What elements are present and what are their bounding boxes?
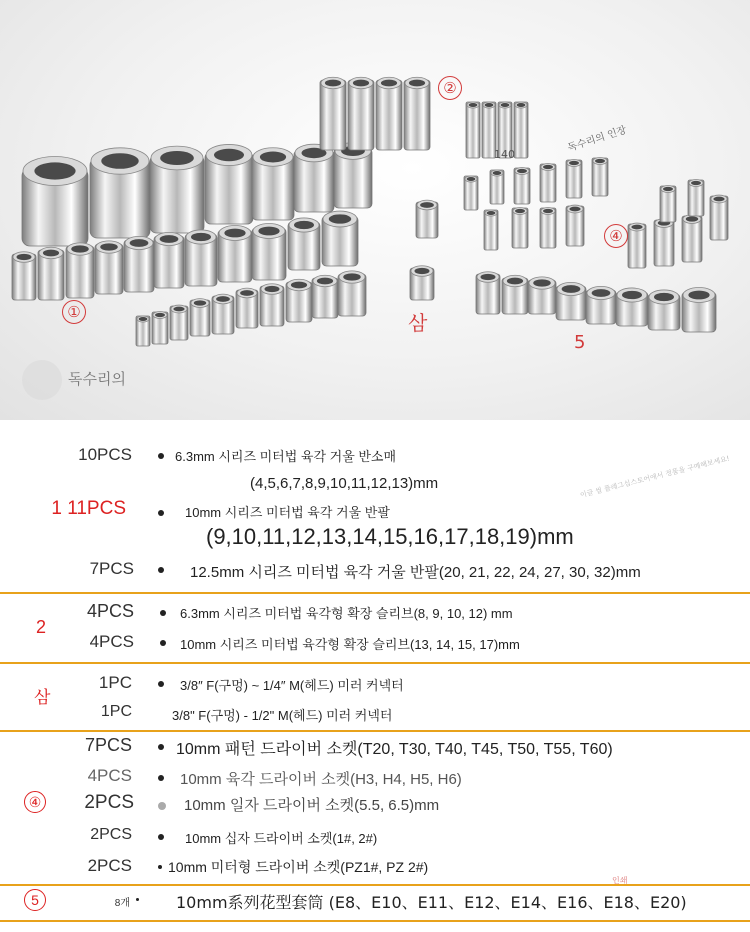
- socket: [648, 290, 680, 330]
- bullet: [158, 775, 164, 781]
- socket: [410, 266, 434, 300]
- qty-label: 1PC: [98, 673, 132, 692]
- socket: [150, 146, 204, 233]
- socket: [566, 205, 584, 246]
- group-marker-5: 5: [24, 889, 46, 911]
- marker-4: ④: [604, 224, 628, 248]
- socket: [586, 286, 616, 324]
- socket: [185, 230, 217, 286]
- qty-label: 2PCS: [87, 856, 132, 875]
- group-divider: [0, 920, 750, 922]
- socket: [190, 299, 210, 336]
- qty-label: 2PCS: [84, 792, 134, 813]
- socket: [490, 170, 504, 204]
- watermark-tiny: 인쇄: [612, 876, 628, 885]
- socket: [218, 226, 252, 282]
- bullet: [158, 834, 164, 840]
- socket: [416, 200, 438, 238]
- bullet: [158, 865, 162, 869]
- socket: [528, 277, 556, 314]
- socket: [376, 77, 402, 150]
- qty-label: 2PCS: [90, 826, 132, 843]
- socket: [252, 224, 286, 280]
- socket: [38, 247, 64, 300]
- socket: [205, 144, 253, 224]
- socket: [320, 77, 346, 150]
- socket: [688, 179, 704, 216]
- spec-text: 10mm 육각 드라이버 소켓(H3, H4, H5, H6): [180, 771, 462, 788]
- group-divider: [0, 884, 750, 886]
- socket: [154, 232, 184, 288]
- socket: [348, 77, 374, 150]
- socket: [124, 236, 154, 292]
- socket: [95, 241, 123, 294]
- group-marker-3: 삼: [34, 688, 51, 707]
- bullet: [158, 681, 164, 687]
- bullet: [158, 567, 164, 573]
- group-marker-4: ④: [24, 791, 46, 813]
- size-label: 140: [494, 148, 515, 161]
- group-divider: [0, 730, 750, 732]
- bullet: [136, 898, 139, 901]
- socket: [236, 288, 258, 328]
- socket: [502, 275, 528, 314]
- socket: [514, 167, 530, 204]
- bullet: [158, 453, 164, 459]
- spec-text: 10mm 미터형 드라이버 소켓(PZ1#, PZ 2#): [168, 859, 429, 875]
- socket-set-illustration: [0, 0, 750, 420]
- socket: [152, 311, 168, 344]
- socket: [170, 305, 188, 340]
- marker-2: ②: [438, 76, 462, 100]
- spec-text: 10mm 일자 드라이버 소켓(5.5, 6.5)mm: [184, 797, 440, 814]
- spec-text: 10mm 십자 드라이버 소켓(1#, 2#): [185, 831, 378, 846]
- socket: [338, 271, 366, 316]
- bullet: [160, 610, 166, 616]
- group-marker-2: 2: [36, 617, 47, 637]
- socket: [212, 294, 234, 334]
- qty-label: 10PCS: [78, 445, 132, 464]
- socket: [260, 284, 284, 326]
- marker-3: 삼: [408, 311, 428, 335]
- qty-label: 1PC: [100, 703, 132, 720]
- spec-list: [0, 420, 750, 932]
- socket: [682, 215, 702, 262]
- socket: [654, 219, 674, 266]
- socket: [540, 163, 556, 202]
- qty-label: 7PCS: [84, 735, 132, 755]
- product-photo: [0, 0, 750, 420]
- socket: [540, 207, 556, 248]
- bullet: [158, 510, 164, 516]
- socket: [616, 288, 648, 326]
- socket: [476, 272, 500, 314]
- spec-text: 3/8″ F(구멍) ~ 1/4″ M(헤드) 미러 커넥터: [180, 678, 404, 693]
- socket: [628, 223, 646, 268]
- socket: [466, 102, 480, 158]
- socket: [312, 275, 338, 318]
- socket: [322, 211, 358, 266]
- socket: [136, 316, 150, 346]
- socket: [90, 148, 150, 238]
- socket: [288, 218, 320, 270]
- socket: [566, 159, 582, 198]
- spec-text: 10mm系列花型套筒 (E8、E10、E11、E12、E14、E16、E18、E20): [176, 893, 687, 912]
- socket: [404, 77, 430, 150]
- socket: [22, 156, 88, 246]
- socket: [286, 279, 312, 322]
- bullet: [160, 640, 166, 646]
- socket: [12, 252, 36, 300]
- socket: [484, 210, 498, 250]
- qty-label: 4PCS: [87, 766, 132, 785]
- brand-logo: [22, 360, 62, 400]
- watermark-main: 독수리의: [68, 370, 126, 388]
- spec-text: 3/8" F(구멍) - 1/2" M(헤드) 미러 커넥터: [172, 708, 393, 723]
- spec-sub: (4,5,6,7,8,9,10,11,12,13)mm: [250, 475, 439, 492]
- qty-label: 8개: [114, 898, 130, 909]
- spec-text: 10mm 시리즈 미터법 육각 거울 반팔: [185, 505, 390, 520]
- bullet: [158, 744, 164, 750]
- marker-1: ①: [62, 300, 86, 324]
- spec-text: 6.3mm 시리즈 미터법 육각 거울 반소매: [175, 449, 397, 464]
- socket: [66, 243, 94, 298]
- qty-label: 7PCS: [89, 559, 134, 578]
- qty-label: 4PCS: [89, 632, 134, 651]
- spec-text: 12.5mm 시리즈 미터법 육각 거울 반팔(20, 21, 22, 24, 27, 30, 32)mm: [190, 564, 641, 581]
- socket: [512, 207, 528, 248]
- socket: [592, 157, 608, 196]
- socket: [556, 282, 586, 320]
- group-divider: [0, 662, 750, 664]
- spec-text: 10mm 패턴 드라이버 소켓(T20, T30, T40, T45, T50, T55, T60): [176, 741, 613, 758]
- watermark-top: 독수리의 인장: [566, 124, 628, 155]
- group-divider: [0, 592, 750, 594]
- socket: [334, 143, 372, 208]
- spec-text: 6.3mm 시리즈 미터법 육각형 확장 슬리브(8, 9, 10, 12) mm: [180, 606, 513, 621]
- socket: [514, 102, 528, 158]
- qty-label: 1 11PCS: [51, 498, 126, 519]
- socket: [682, 288, 716, 332]
- spec-sub: (9,10,11,12,13,14,15,16,17,18,19)mm: [206, 524, 574, 549]
- watermark-diagonal: 이글 씰 플래그십스토어에서 정품을 구매해보세요!: [579, 454, 731, 500]
- socket: [464, 176, 478, 210]
- qty-label: 4PCS: [86, 601, 134, 621]
- spec-text: 10mm 시리즈 미터법 육각형 확장 슬리브(13, 14, 15, 17)mm: [180, 637, 520, 652]
- socket: [294, 144, 334, 212]
- bullet: [158, 802, 166, 810]
- socket: [660, 185, 676, 222]
- marker-5: 5: [574, 332, 586, 353]
- socket: [710, 195, 728, 240]
- socket: [252, 148, 294, 220]
